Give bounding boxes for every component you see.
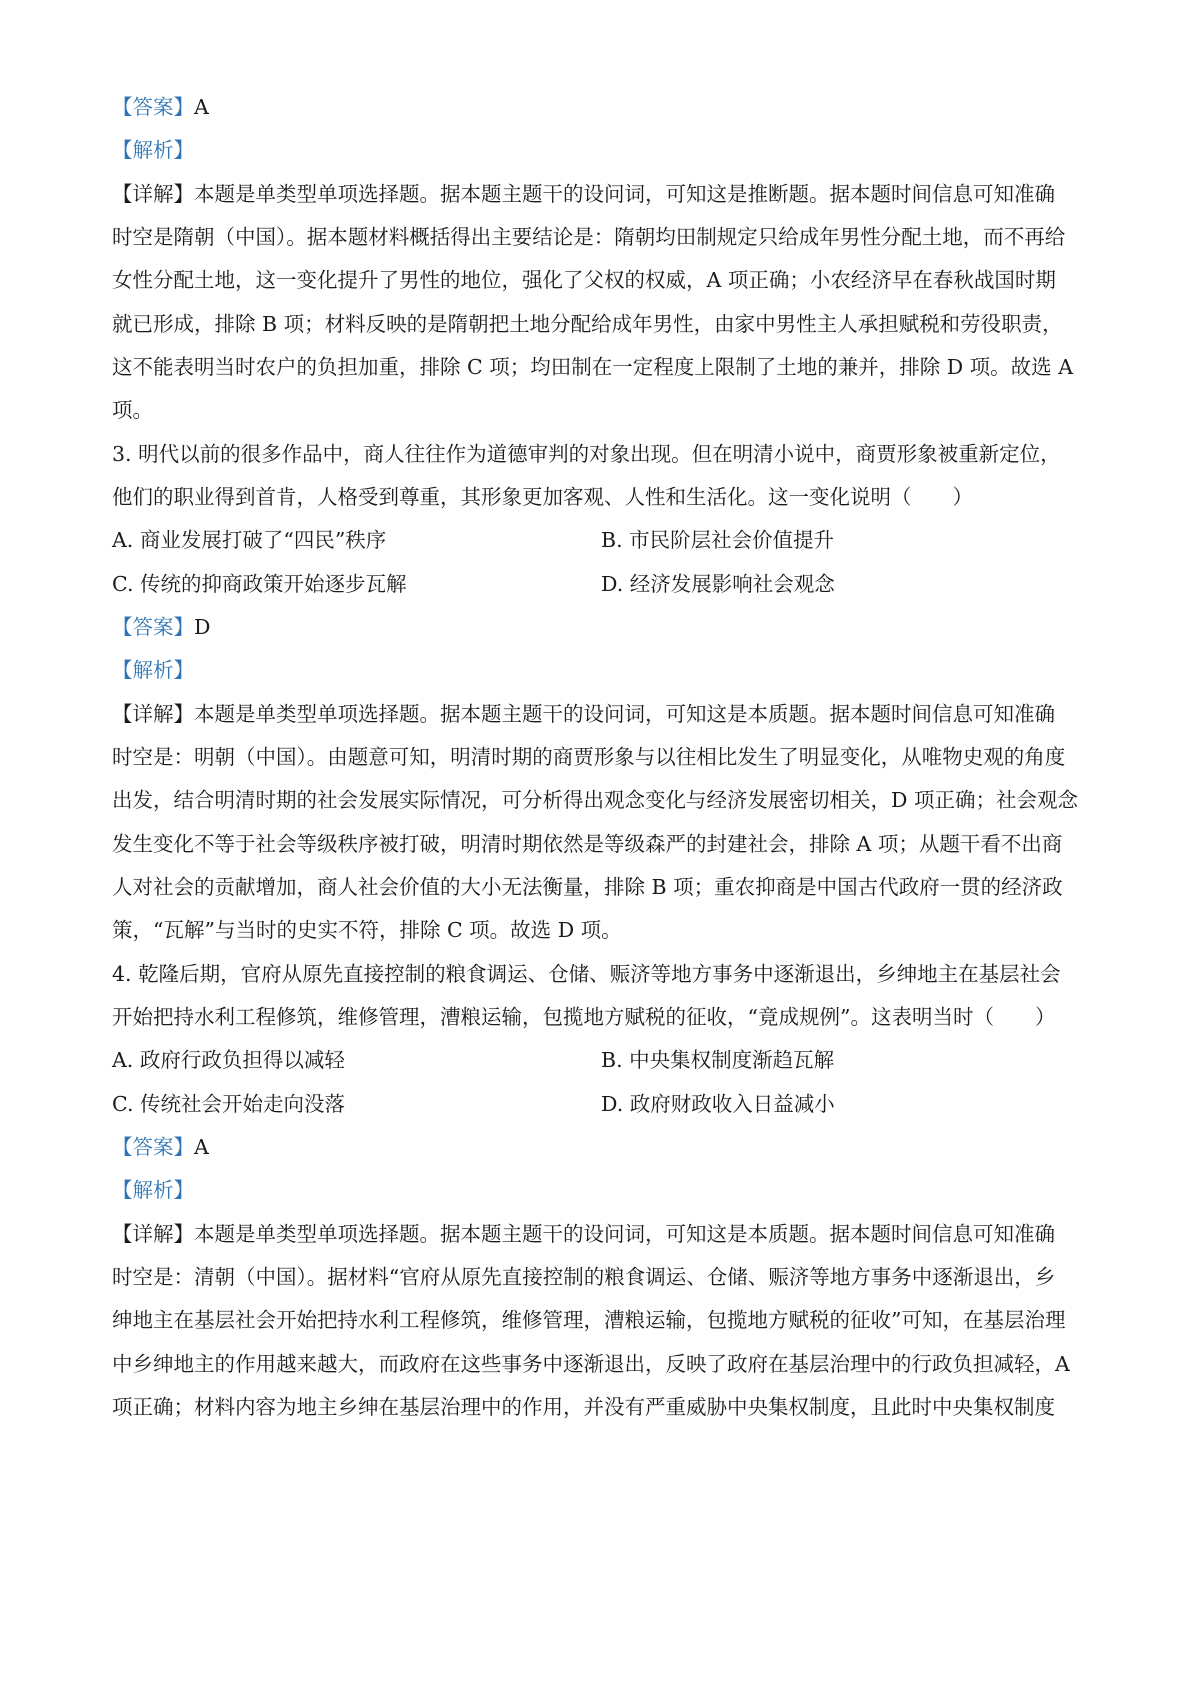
detail-tag: 【详解】	[112, 182, 194, 206]
detail-line: 人对社会的贡献增加，商人社会价值的大小无法衡量，排除 B 项；重农抑商是中国古代政府一贯的经济政	[112, 875, 1063, 899]
analysis-tag: 【解析】	[112, 138, 194, 162]
detail-line: 女性分配土地，这一变化提升了男性的地位，强化了父权的权威，A 项正确；小农经济早在春秋战国时期	[112, 268, 1056, 292]
analysis-line-q2	[112, 135, 194, 165]
answer-tag: 【答案】	[112, 615, 194, 639]
detail-line: 发生变化不等于社会等级秩序被打破，明清时期依然是等级森严的封建社会，排除 A 项；从题干看不出商	[112, 832, 1063, 856]
question-stem-q3: 他们的职业得到首肯，人格受到尊重，其形象更加客观、人性和生活化。这一变化说明（ ）	[112, 485, 973, 509]
analysis-line-q4	[112, 1175, 194, 1205]
detail-line: 绅地主在基层社会开始把持水利工程修筑，维修管理，漕粮运输，包揽地方赋税的征收”可知，在基层治理	[112, 1308, 1066, 1332]
detail-line: 中乡绅地主的作用越来越大，而政府在这些事务中逐渐退出，反映了政府在基层治理中的行政负担减轻，A	[112, 1352, 1070, 1376]
detail-line: 出发，结合明清时期的社会发展实际情况，可分析得出观念变化与经济发展密切相关，D 项正确；社会观念	[112, 788, 1078, 812]
detail-line: 项。	[112, 398, 153, 422]
option-d-q4: D. 政府财政收入日益减小	[601, 1092, 835, 1116]
detail-line: 策，“瓦解”与当时的史实不符，排除 C 项。故选 D 项。	[112, 918, 622, 942]
option-b-q4: B. 中央集权制度渐趋瓦解	[601, 1048, 835, 1072]
question-stem-q3: 3. 明代以前的很多作品中，商人往往作为道德审判的对象出现。但在明清小说中，商贾形象被重新定位，	[112, 442, 1061, 466]
answer-line-q2	[112, 92, 209, 122]
detail-line: 【详解】本题是单类型单项选择题。据本题主题干的设问词，可知这是本质题。据本题时间信息可知准确	[112, 1222, 1055, 1246]
answer-line-q4	[112, 1132, 209, 1162]
option-a-q3: A. 商业发展打破了“四民”秩序	[112, 528, 387, 552]
option-c-q4: C. 传统社会开始走向没落	[112, 1092, 345, 1116]
analysis-tag: 【解析】	[112, 1178, 194, 1202]
option-d-q3: D. 经济发展影响社会观念	[601, 572, 835, 596]
answer-value: A	[194, 1135, 209, 1159]
detail-line: 【详解】本题是单类型单项选择题。据本题主题干的设问词，可知这是推断题。据本题时间信息可知准确	[112, 182, 1055, 206]
detail-tag: 【详解】	[112, 702, 194, 726]
answer-value: A	[194, 95, 209, 119]
question-stem-q4: 开始把持水利工程修筑，维修管理，漕粮运输，包揽地方赋税的征收，“竟成规例”。这表明当时（ ）	[112, 1005, 1056, 1029]
question-stem-q4: 4. 乾隆后期，官府从原先直接控制的粮食调运、仓储、赈济等地方事务中逐渐退出，乡绅地主在基层社会	[112, 962, 1061, 986]
detail-line: 这不能表明当时农户的负担加重，排除 C 项；均田制在一定程度上限制了土地的兼并，排除 D 项。故选 A	[112, 355, 1074, 379]
option-b-q3: B. 市民阶层社会价值提升	[601, 528, 835, 552]
detail-line: 时空是隋朝（中国）。据本题材料概括得出主要结论是：隋朝均田制规定只给成年男性分配土地，而不再给	[112, 225, 1066, 249]
detail-line: 项正确；材料内容为地主乡绅在基层治理中的作用，并没有严重威胁中央集权制度，且此时中央集权制度	[112, 1395, 1055, 1419]
analysis-tag: 【解析】	[112, 658, 194, 682]
detail-line: 就已形成，排除 B 项；材料反映的是隋朝把土地分配给成年男性，由家中男性主人承担赋税和劳役职责，	[112, 312, 1063, 336]
analysis-line-q3	[112, 655, 194, 685]
answer-value: D	[194, 615, 211, 639]
answer-tag: 【答案】	[112, 95, 194, 119]
detail-line: 时空是：明朝（中国）。由题意可知，明清时期的商贾形象与以往相比发生了明显变化，从唯物史观的角度	[112, 745, 1066, 769]
detail-line: 时空是：清朝（中国）。据材料“官府从原先直接控制的粮食调运、仓储、赈济等地方事务中逐渐退出，乡	[112, 1265, 1056, 1289]
answer-line-q3	[112, 612, 210, 642]
option-a-q4: A. 政府行政负担得以减轻	[112, 1048, 345, 1072]
detail-tag: 【详解】	[112, 1222, 194, 1246]
answer-tag: 【答案】	[112, 1135, 194, 1159]
option-c-q3: C. 传统的抑商政策开始逐步瓦解	[112, 572, 407, 596]
detail-line: 【详解】本题是单类型单项选择题。据本题主题干的设问词，可知这是本质题。据本题时间信息可知准确	[112, 702, 1055, 726]
